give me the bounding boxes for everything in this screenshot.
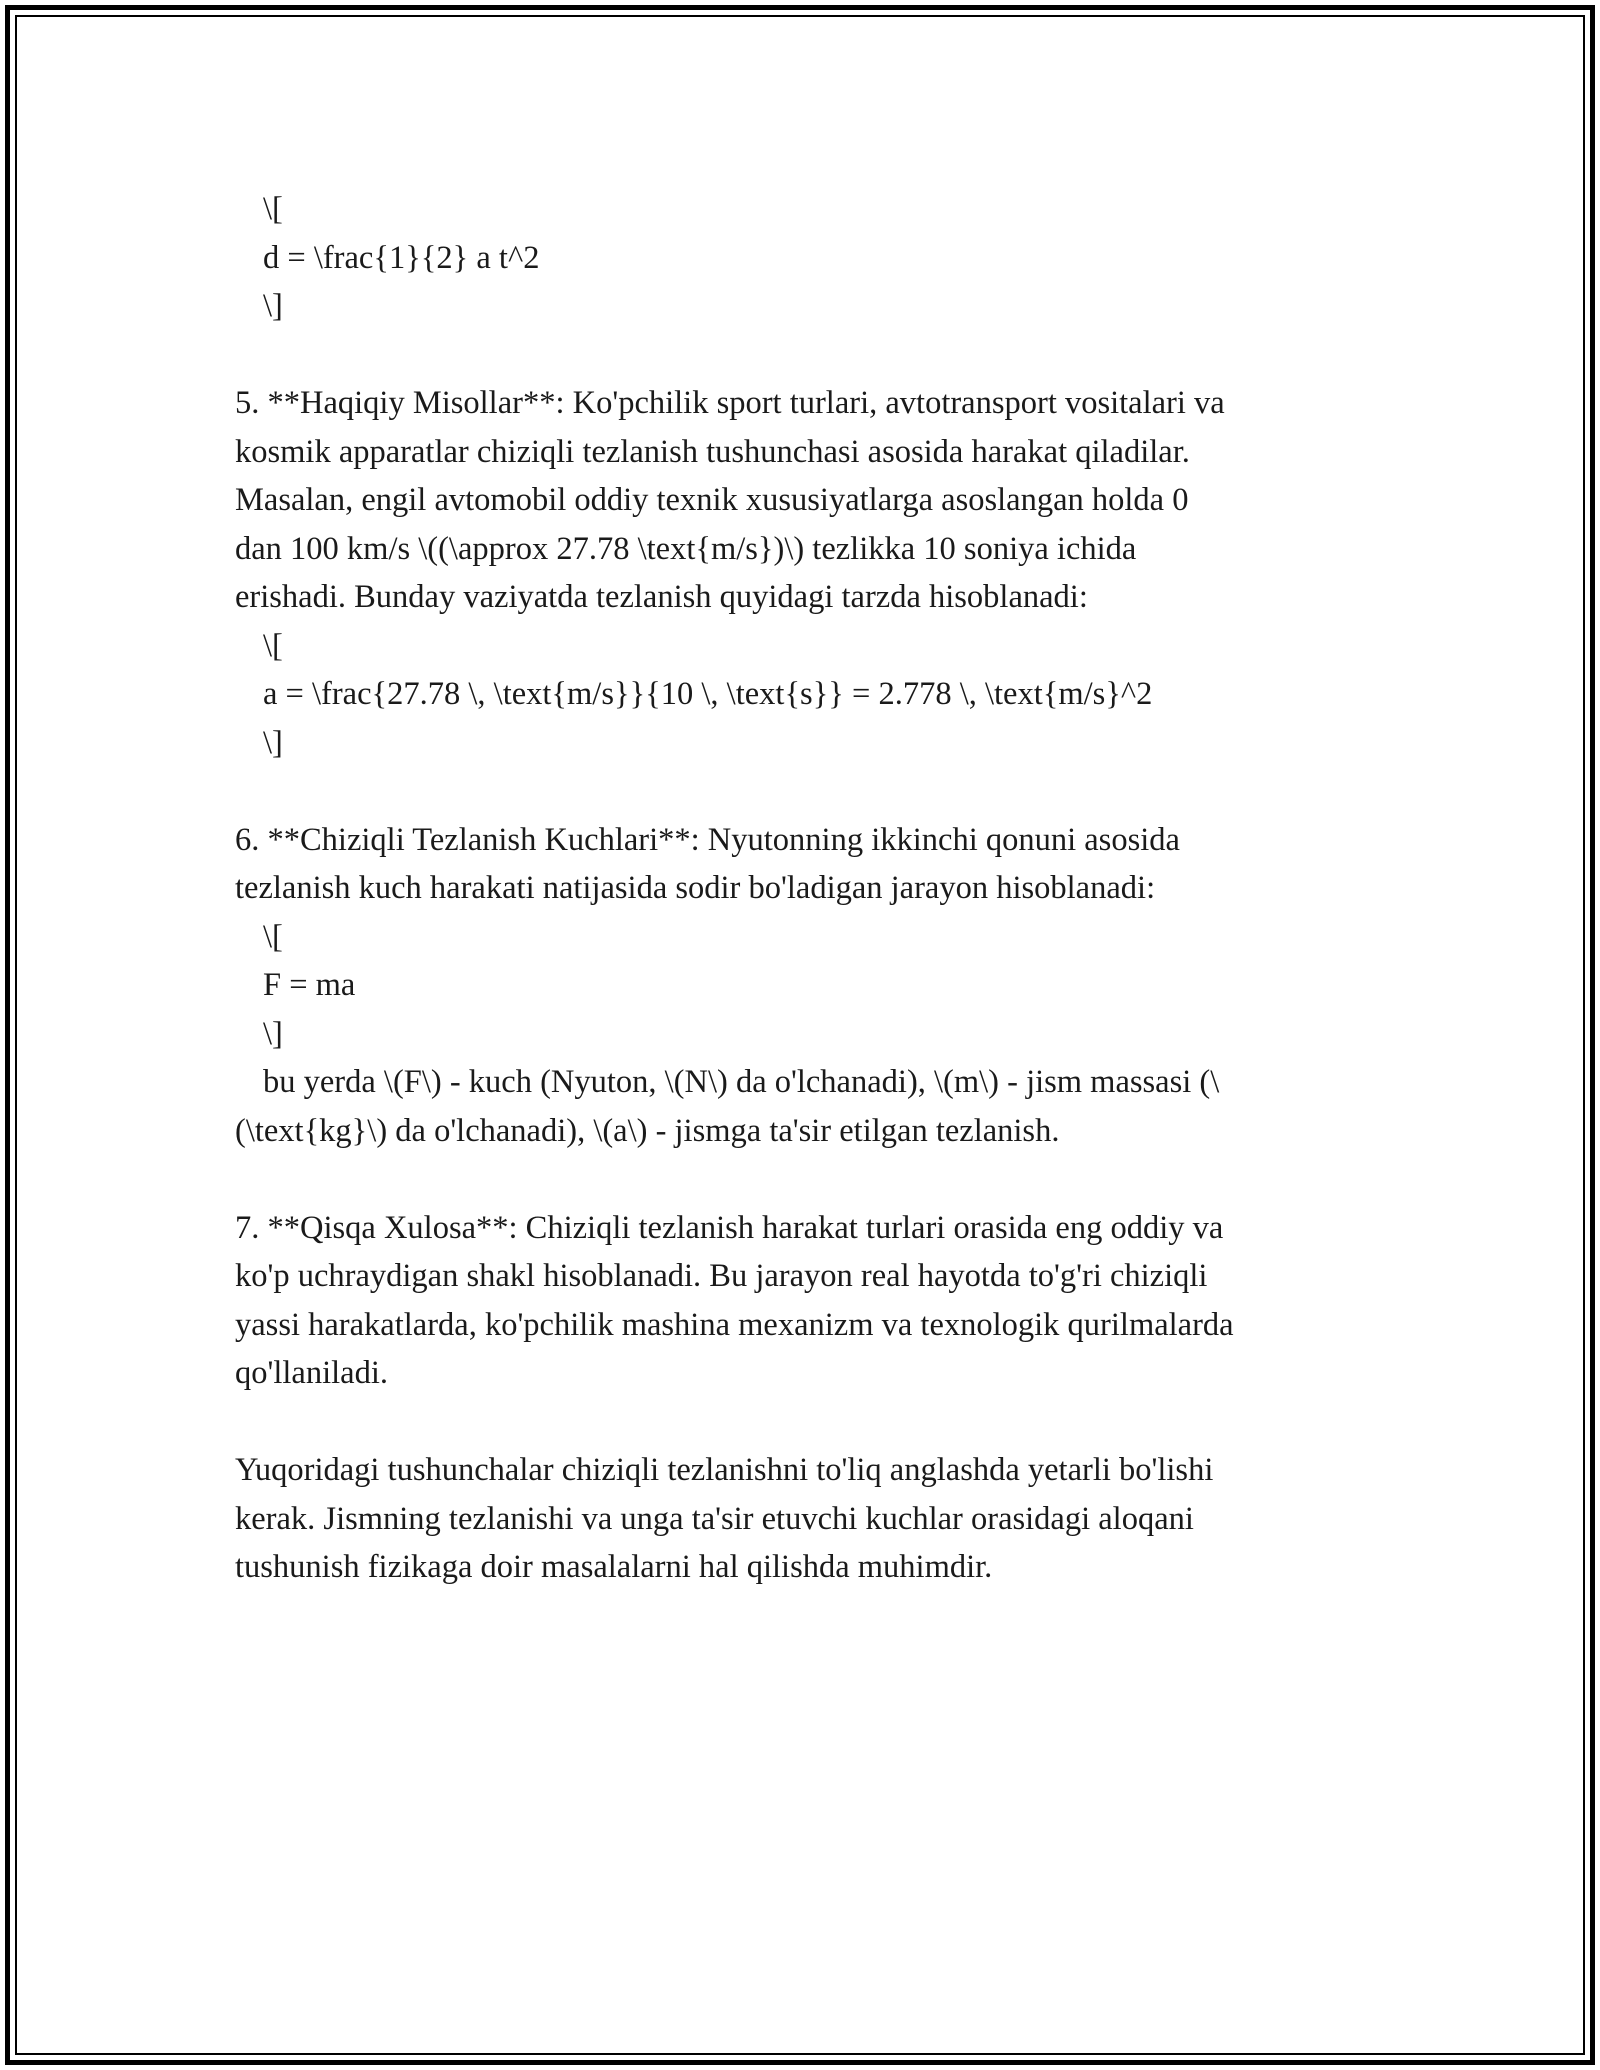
text-line: Masalan, engil avtomobil oddiy texnik xususiyatlarga asoslangan holda 0	[235, 482, 1189, 518]
text-line: ko'p uchraydigan shakl hisoblanadi. Bu jarayon real hayotda to'g'ri chiziqli	[235, 1258, 1208, 1294]
text-line: 5. **Haqiqiy Misollar**: Ko'pchilik sport turlari, avtotransport vositalari va	[235, 385, 1225, 421]
text-line: qo'llaniladi.	[235, 1355, 388, 1391]
indented-text-line: \]	[263, 724, 283, 761]
text-line: Yuqoridagi tushunchalar chiziqli tezlanishni to'liq anglashda yetarli bo'lishi	[235, 1452, 1214, 1488]
text-line: tezlanish kuch harakati natijasida sodir bo'ladigan jarayon hisoblanadi:	[235, 870, 1156, 906]
indented-text-line: F = ma	[263, 967, 356, 1003]
text-line: yassi harakatlarda, ko'pchilik mashina mexanizm va texnologik qurilmalarda	[235, 1306, 1234, 1343]
text-line: (\text{kg}\) da o'lchanadi), \(a\) - jismga ta'sir etilgan tezlanish.	[235, 1112, 1060, 1149]
document-body	[235, 185, 1395, 1592]
blank-line	[235, 331, 1395, 380]
text-line: 6. **Chiziqli Tezlanish Kuchlari**: Nyutonning ikkinchi qonuni asosida	[235, 821, 1180, 858]
text-line: dan 100 km/s \((\approx 27.78 \text{m/s})\) tezlikka 10 soniya ichida	[235, 530, 1137, 567]
text-line: erishadi. Bunday vaziyatda tezlanish quyidagi tarzda hisoblanadi:	[235, 579, 1088, 615]
indented-text-line: \[	[263, 627, 283, 664]
blank-line	[235, 1398, 1395, 1447]
blank-line	[235, 767, 1395, 816]
blank-line	[235, 1155, 1395, 1204]
text-line: kerak. Jismning tezlanishi va unga ta'sir etuvchi kuchlar orasidagi aloqani	[235, 1500, 1194, 1537]
indented-text-line: \]	[263, 288, 283, 324]
indented-text-line: \[	[263, 191, 283, 227]
indented-text-line: \[	[263, 918, 283, 955]
text-line: kosmik apparatlar chiziqli tezlanish tushunchasi asosida harakat qiladilar.	[235, 433, 1190, 470]
indented-text-line: a = \frac{27.78 \, \text{m/s}}{10 \, \text{s}} = 2.778 \, \text{m/s}^2	[263, 676, 1153, 712]
indented-text-line: d = \frac{1}{2} a t^2	[263, 239, 540, 276]
text-line: tushunish fizikaga doir masalalarni hal qilishda muhimdir.	[235, 1549, 993, 1585]
indented-text-line: bu yerda \(F\) - kuch (Nyuton, \(N\) da o'lchanadi), \(m\) - jism massasi (\	[263, 1064, 1220, 1100]
indented-text-line: \]	[263, 1015, 283, 1052]
text-line: 7. **Qisqa Xulosa**: Chiziqli tezlanish harakat turlari orasida eng oddiy va	[235, 1209, 1224, 1246]
